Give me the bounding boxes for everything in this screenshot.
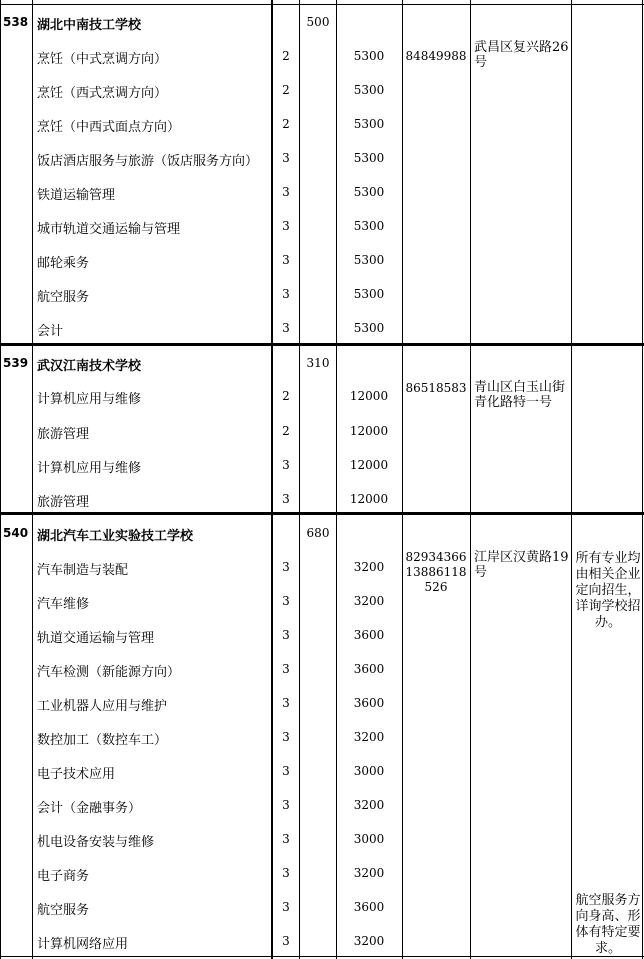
major-fee: 3200: [353, 730, 385, 744]
major-fee: 12000: [349, 424, 389, 438]
school-separator-540: [0, 512, 644, 515]
major-fee: 3200: [353, 560, 385, 574]
major-fee: 12000: [349, 458, 389, 472]
major-fee: 3600: [353, 628, 385, 642]
school-phone: 86518583: [405, 381, 467, 395]
school-number: 538: [3, 15, 29, 29]
major-years: 2: [282, 389, 290, 403]
major-fee: 12000: [349, 492, 389, 506]
major-name: 饭店酒店服务与旅游（饭店服务方向）: [37, 154, 259, 169]
major-name: 汽车检测（新能源方向）: [37, 665, 181, 680]
major-fee: 5300: [353, 83, 385, 97]
school-name: 武汉江南技术学校: [37, 359, 142, 374]
col-divider-phone: [470, 0, 471, 959]
major-name: 计算机应用与维修: [37, 392, 142, 407]
school-number: 540: [3, 526, 29, 540]
school-name: 湖北中南技工学校: [37, 18, 142, 33]
major-name: 电子商务: [37, 869, 90, 884]
school-name: 湖北汽车工业实验技工学校: [37, 529, 194, 544]
major-name: 航空服务: [37, 903, 90, 918]
major-name: 铁道运输管理: [37, 188, 116, 203]
school-phone: 82934366 13886118526: [405, 550, 467, 594]
table-border-top: [0, 4, 644, 5]
major-name: 会计（金融事务）: [37, 801, 142, 816]
school-note-aviation: 航空服务方向身高、形体有特定要求。: [575, 893, 641, 955]
school-quota: 500: [306, 15, 330, 29]
major-name: 机电设备安装与维修: [37, 835, 155, 850]
major-name: 航空服务: [37, 290, 90, 305]
major-fee: 5300: [353, 185, 385, 199]
major-fee: 5300: [353, 287, 385, 301]
major-fee: 3000: [353, 764, 385, 778]
major-name: 数控加工（数控车工）: [37, 733, 168, 748]
school-address: 青山区白玉山街青化路特一号: [474, 380, 566, 410]
major-name: 城市轨道交通运输与管理: [37, 222, 181, 237]
col-divider-years: [299, 0, 300, 959]
table-border-left: [0, 0, 1, 959]
col-divider-school: [271, 0, 273, 959]
major-fee: 5300: [353, 49, 385, 63]
major-years: 2: [282, 117, 290, 131]
major-years: 3: [282, 287, 290, 301]
major-name: 电子技术应用: [37, 767, 116, 782]
major-fee: 3200: [353, 798, 385, 812]
major-name: 旅游管理: [37, 495, 90, 510]
major-fee: 3600: [353, 900, 385, 914]
col-divider-fee: [402, 0, 403, 959]
major-name: 旅游管理: [37, 427, 90, 442]
major-fee: 3600: [353, 662, 385, 676]
major-years: 3: [282, 628, 290, 642]
major-name: 汽车制造与装配: [37, 563, 129, 578]
col-divider-num: [32, 0, 33, 959]
school-address: 武昌区复兴路26号: [474, 40, 569, 70]
major-years: 3: [282, 764, 290, 778]
major-years: 3: [282, 934, 290, 948]
major-fee: 12000: [349, 389, 389, 403]
major-name: 烹饪（中式烹调方向）: [37, 52, 168, 67]
major-years: 2: [282, 424, 290, 438]
major-years: 3: [282, 900, 290, 914]
school-phone: 84849988: [405, 49, 467, 63]
major-years: 3: [282, 866, 290, 880]
major-name: 计算机应用与维修: [37, 461, 142, 476]
table-border-right: [642, 0, 643, 959]
major-years: 3: [282, 832, 290, 846]
major-years: 3: [282, 730, 290, 744]
major-years: 3: [282, 185, 290, 199]
major-fee: 3000: [353, 832, 385, 846]
major-name: 邮轮乘务: [37, 256, 90, 271]
major-years: 3: [282, 458, 290, 472]
major-fee: 3200: [353, 866, 385, 880]
major-name: 烹饪（中西式面点方向）: [37, 120, 181, 135]
major-fee: 5300: [353, 253, 385, 267]
school-quota: 680: [306, 526, 330, 540]
major-years: 3: [282, 798, 290, 812]
major-name: 会计: [37, 324, 64, 339]
school-address: 江岸区汉黄路19号: [474, 550, 569, 580]
major-name: 汽车维修: [37, 597, 90, 612]
major-name: 轨道交通运输与管理: [37, 631, 155, 646]
major-years: 2: [282, 49, 290, 63]
major-years: 3: [282, 321, 290, 335]
major-years: 3: [282, 662, 290, 676]
major-years: 2: [282, 83, 290, 97]
col-divider-address: [571, 0, 572, 959]
major-years: 3: [282, 253, 290, 267]
school-number: 539: [3, 356, 29, 370]
major-years: 3: [282, 594, 290, 608]
major-years: 3: [282, 696, 290, 710]
major-years: 3: [282, 492, 290, 506]
major-years: 3: [282, 219, 290, 233]
major-fee: 5300: [353, 151, 385, 165]
major-fee: 5300: [353, 219, 385, 233]
major-years: 3: [282, 151, 290, 165]
col-divider-quota: [336, 0, 337, 959]
major-name: 计算机网络应用: [37, 937, 129, 952]
major-fee: 5300: [353, 321, 385, 335]
major-name: 烹饪（西式烹调方向）: [37, 86, 168, 101]
major-fee: 3200: [353, 934, 385, 948]
school-separator-539: [0, 343, 644, 346]
major-fee: 3600: [353, 696, 385, 710]
school-note: 所有专业均由相关企业定向招生，详询学校招办。: [575, 551, 641, 630]
table-border-bottom: [0, 956, 644, 957]
major-name: 工业机器人应用与维护: [37, 699, 168, 714]
school-quota: 310: [306, 356, 330, 370]
major-years: 3: [282, 560, 290, 574]
major-fee: 5300: [353, 117, 385, 131]
major-fee: 3200: [353, 594, 385, 608]
